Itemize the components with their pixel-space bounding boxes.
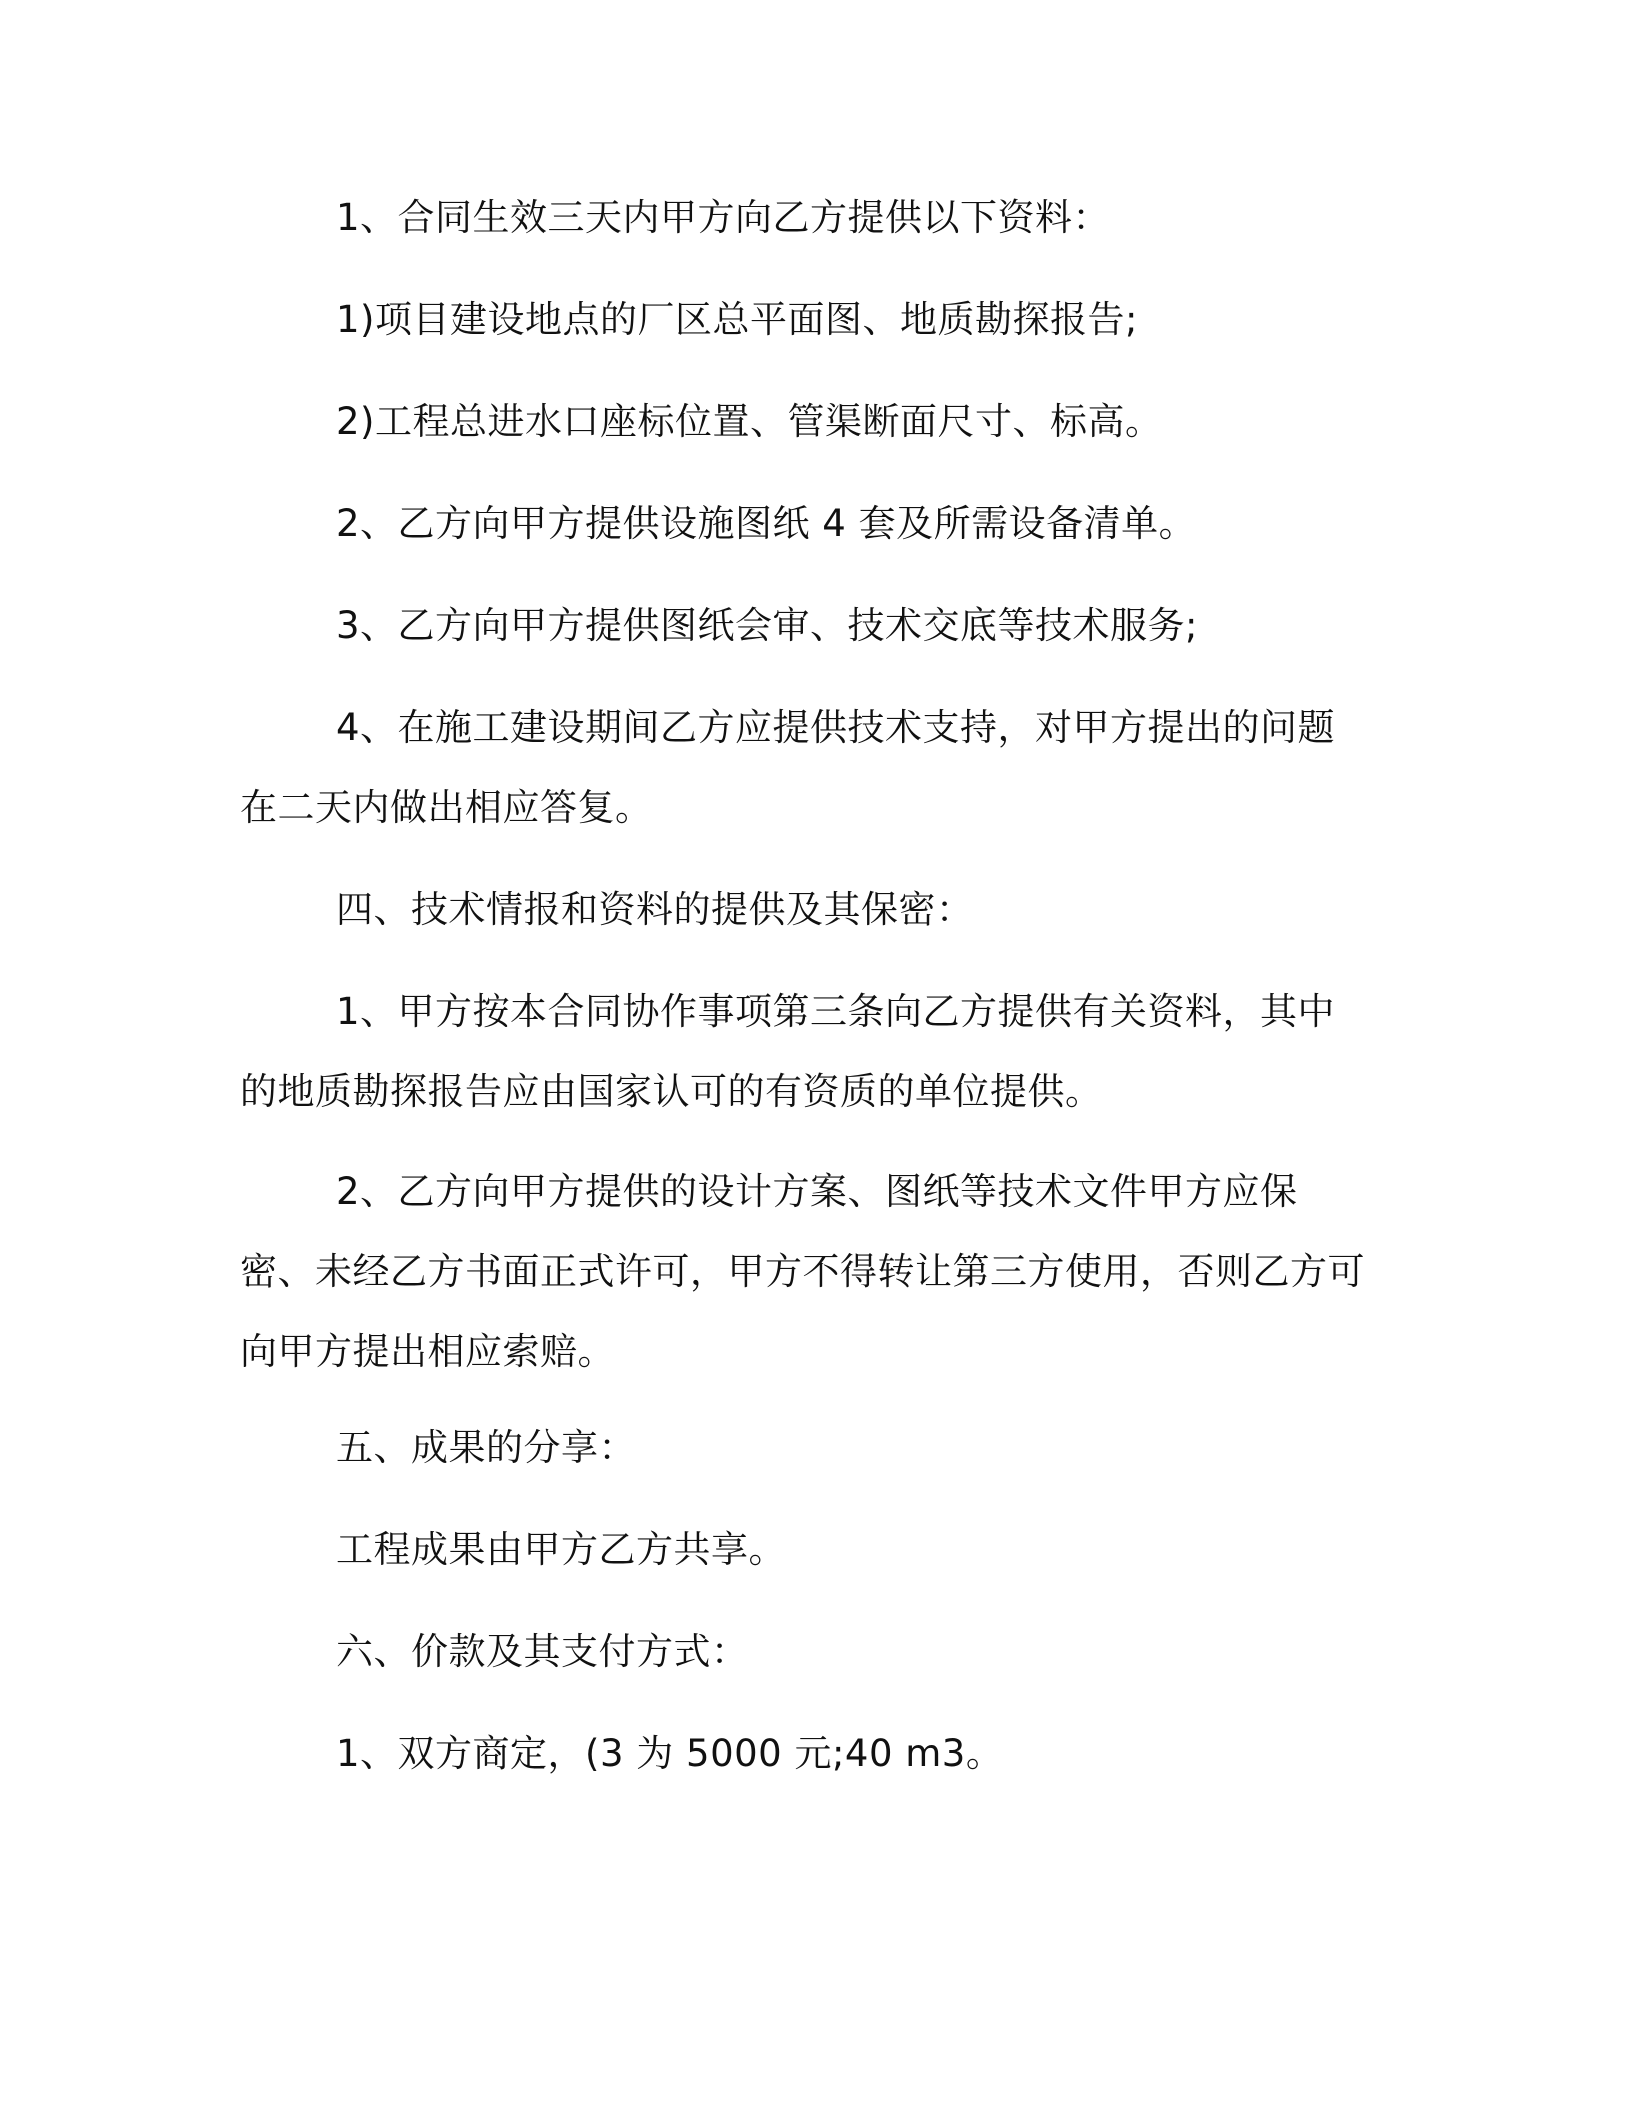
- section-heading-4: 四、技术情报和资料的提供及其保密：: [336, 888, 974, 931]
- paragraph-3: 2)工程总进水口座标位置、管渠断面尺寸、标高。: [336, 400, 1163, 443]
- paragraph-10: 1、双方商定，(3 为 5000 元;40 m3。: [336, 1732, 1004, 1775]
- paragraph-7: 1、甲方按本合同协作事项第三条向乙方提供有关资料，其中的地质勘探报告应由国家认可的有资质的单位提供。: [240, 990, 1336, 1113]
- paragraph-5: 3、乙方向甲方提供图纸会审、技术交底等技术服务;: [336, 604, 1199, 647]
- paragraph-8: 2、乙方向甲方提供的设计方案、图纸等技术文件甲方应保密、未经乙方书面正式许可，甲方不得转让第三方使用，否则乙方可向甲方提出相应索赔。: [240, 1170, 1365, 1373]
- paragraph-6: 4、在施工建设期间乙方应提供技术支持，对甲方提出的问题在二天内做出相应答复。: [240, 706, 1336, 829]
- paragraph-9: 工程成果由甲方乙方共享。: [336, 1528, 786, 1571]
- section-heading-6: 六、价款及其支付方式：: [336, 1630, 749, 1673]
- section-heading-5: 五、成果的分享：: [336, 1426, 636, 1469]
- paragraph-2: 1)项目建设地点的厂区总平面图、地质勘探报告;: [336, 298, 1138, 341]
- paragraph-4: 2、乙方向甲方提供设施图纸 4 套及所需设备清单。: [336, 502, 1197, 545]
- paragraph-1: 1、合同生效三天内甲方向乙方提供以下资料：: [336, 196, 1111, 239]
